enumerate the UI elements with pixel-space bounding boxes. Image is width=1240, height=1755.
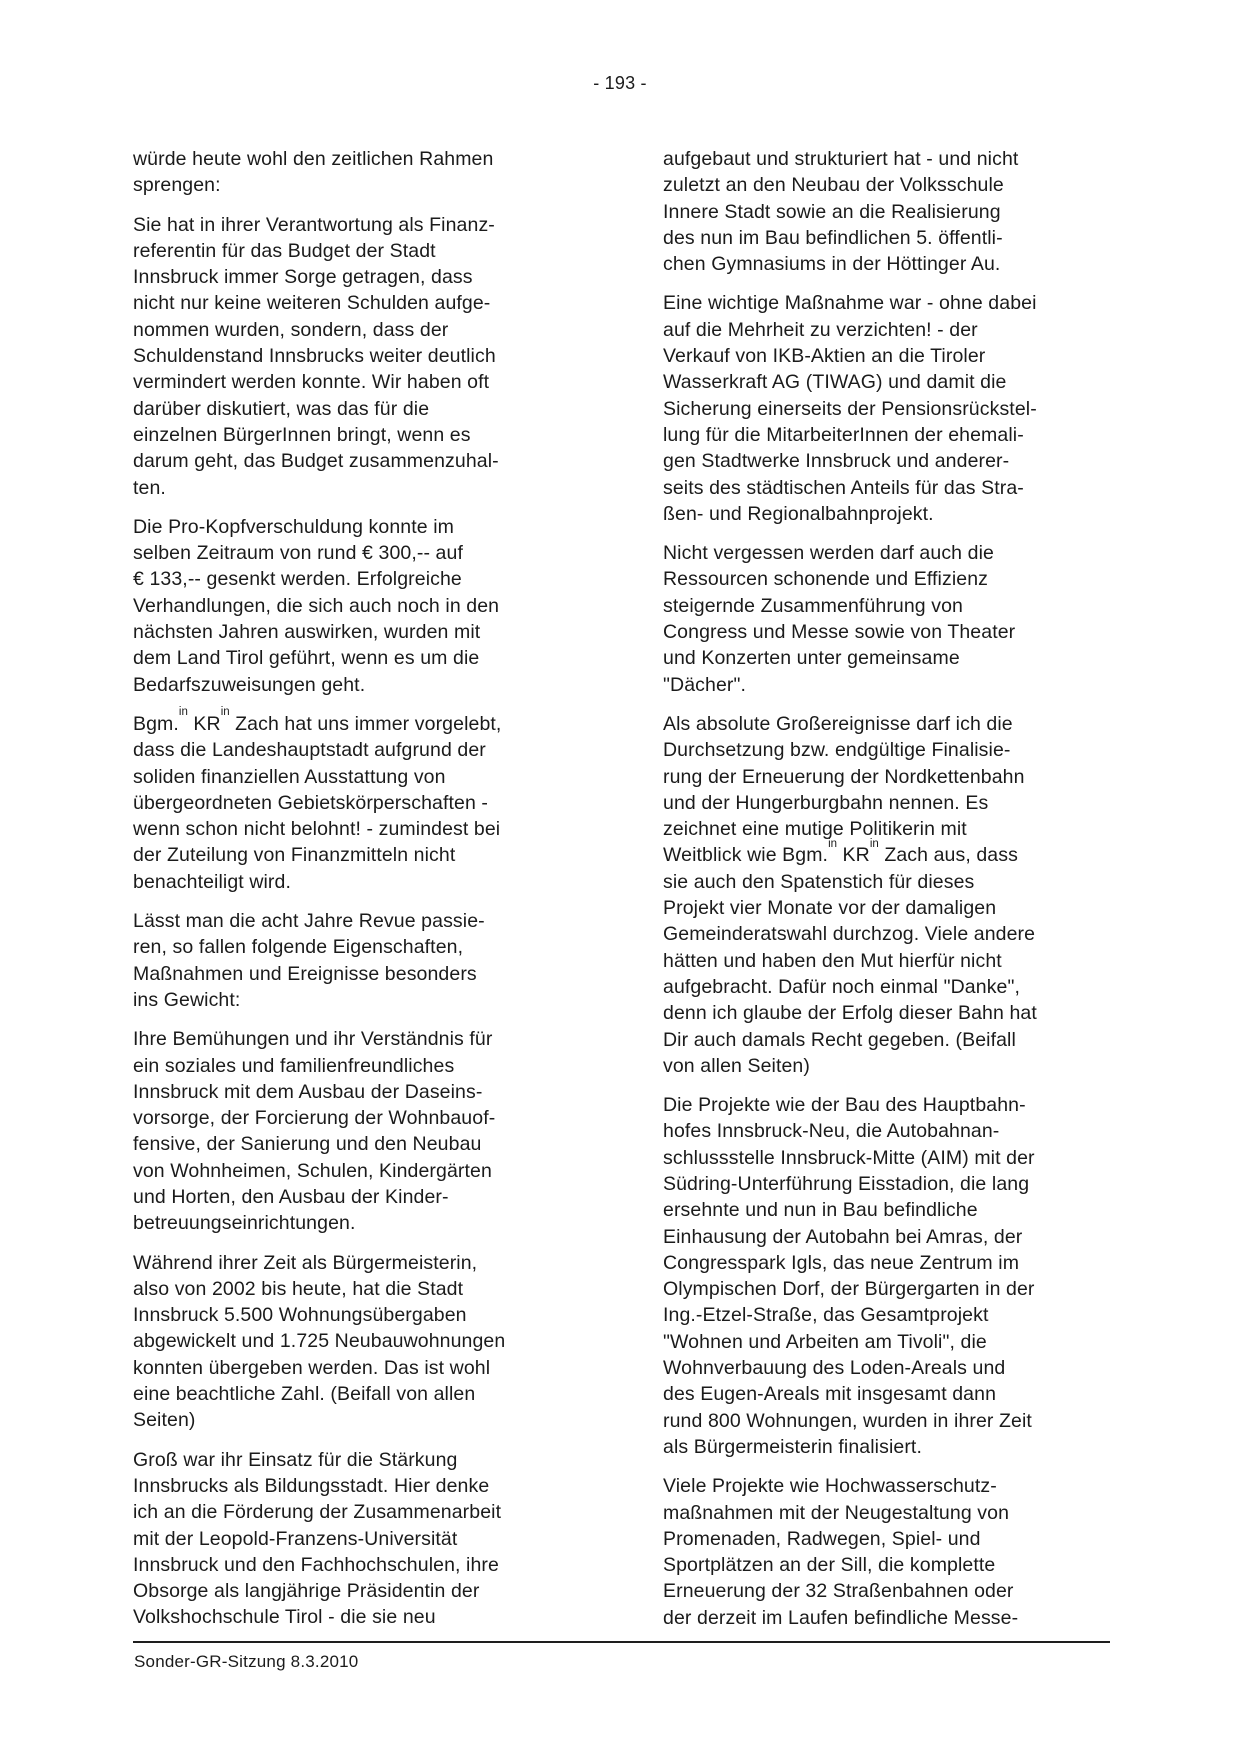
column-gap bbox=[583, 146, 663, 1631]
footer-text: Sonder-GR-Sitzung 8.3.2010 bbox=[134, 1652, 359, 1671]
left-column bbox=[133, 146, 583, 1631]
paragraph: Eine wichtige Maßnahme war - ohne dabei auf die Mehrheit zu verzichten! - der Verkauf von IKB-Aktien an die Tiroler Wasserkraft AG (TIWAG) und damit die Sicherung einerseits der Pensionsrückstel- lung für die MitarbeiterInnen der ehemali- gen Stadtwerke Innsbruck und anderer- seits des städtischen Anteils für das Stra- ßen- und Regionalbahnprojekt. bbox=[663, 292, 1037, 525]
footer-divider bbox=[133, 1641, 1110, 1643]
paragraph: Bgm.$^{in}$ $KR^{in}$ Zach hat uns immer vorgelebt, dass die Landeshauptstadt aufgrund der soliden finanziellen Ausstattung von übergeordneten Gebietskörperschaften - wenn schon nicht belohnt! - zumindest bei der Zuteilung von Finanzmitteln nicht benachteiligt wird. bbox=[133, 706, 502, 893]
paragraph: Viele Projekte wie Hochwasserschutz- maßnahmen mit der Neugestaltung von Promenaden, Radwegen, Spiel- und Sportplätzen an der Sill, die komplette Erneuerung der 32 Straßenbahnen oder der derzeit im Laufen befindliche Messe- bbox=[663, 1475, 1019, 1629]
paragraph: Die Pro-Kopfverschuldung konnte im selben Zeitraum von rund € 300,-- auf € 133,-- gesenkt werden. Erfolgreiche Verhandlungen, die sich auch noch in den nächsten Jahren auswirken, wurden mit dem Land Tirol geführt, wenn es um die Bedarfszuweisungen geht. bbox=[133, 515, 500, 696]
paragraph: würde heute wohl den zeitlichen Rahmen sprengen: bbox=[133, 148, 494, 197]
superscript: in bbox=[828, 837, 838, 850]
paragraph: Während ihrer Zeit als Bürgermeisterin, also von 2002 bis heute, hat die Stadt Innsbruck 5.500 Wohnungsübergaben abgewickelt und 1.725 Neubauwohnungen konnten übergeben werden. Das ist wohl eine beachtliche Zahl. (Beifall von allen Seiten) bbox=[133, 1251, 506, 1432]
paragraph: Ihre Bemühungen und ihr Verständnis für ein soziales und familienfreundliches Innsbruck mit dem Ausbau der Daseins- vorsorge, der Forcierung der Wohnbauof- fensive, der Sanierung und den Neubau von Wohnheimen, Schulen, Kindergärten und Horten, den Ausbau der Kinder- betreuungseinrichtungen. bbox=[133, 1028, 496, 1235]
page-number: - 193 - bbox=[593, 73, 647, 93]
paragraph: Als absolute Großereignisse darf ich die Durchsetzung bzw. endgültige Finalisie- rung der Erneuerung der Nordkettenbahn und der Hungerburgbahn nennen. Es zeichnet eine mutige Politikerin mit Weitblick wie Bgm.$^{in}$ $KR^{in}$ Zach aus, dass sie auch den Spatenstich für dieses Projekt vier Monate vor der damaligen Gemeinderatswahl durchzog. Viele andere hätten und haben den Mut hierfür nicht aufgebracht. Dafür noch einmal "Danke", denn ich glaube der Erfolg dieser Bahn hat Dir auch damals Recht gegeben. (Beifall von allen Seiten) bbox=[663, 712, 1037, 1077]
paragraph: aufgebaut und strukturiert hat - und nicht zuletzt an den Neubau der Volksschule Innere Stadt sowie an die Realisierung des nun im Bau befindlichen 5. öffentli- chen Gymnasiums in der Höttinger Au. bbox=[663, 148, 1019, 276]
paragraph: Die Projekte wie der Bau des Hauptbahn- hofes Innsbruck-Neu, die Autobahnan- schlussstelle Innsbruck-Mitte (AIM) mit der Südring-Unterführung Eisstadion, die lang ersehnte und nun in Bau befindliche Einhausung der Autobahn bei Amras, der Congresspark Igls, das neue Zentrum im Olympischen Dorf, der Bürgergarten in der Ing.-Etzel-Straße, das Gesamtprojekt "Wohnen und Arbeiten am Tivoli", die Wohnverbauung des Loden-Areals und des Eugen-Areals mit insgesamt dann rund 800 Wohnungen, wurden in ihrer Zeit als Bürgermeisterin finalisiert. bbox=[663, 1094, 1035, 1458]
paragraph: Sie hat in ihrer Verantwortung als Finanz- referentin für das Budget der Stadt Innsbruck immer Sorge getragen, dass nicht nur keine weiteren Schulden aufge- nommen wurden, sondern, dass der Schuldenstand Innsbrucks weiter deutlich vermindert werden konnte. Wir haben oft darüber diskutiert, was das für die einzelnen BürgerInnen bringt, wenn es darum geht, das Budget zusammenzuhal- ten. bbox=[133, 213, 499, 499]
superscript: in bbox=[220, 706, 230, 719]
right-column bbox=[663, 146, 1113, 1631]
superscript: in bbox=[178, 706, 188, 719]
superscript: in bbox=[869, 837, 879, 850]
page-body bbox=[133, 146, 1113, 1631]
paragraph: Groß war ihr Einsatz für die Stärkung Innsbrucks als Bildungsstadt. Hier denke ich an die Förderung der Zusammenarbeit mit der Leopold-Franzens-Universität Innsbruck und den Fachhochschulen, ihre Obsorge als langjährige Präsidentin der Volkshochschule Tirol - die sie neu bbox=[133, 1448, 502, 1629]
paragraph: Nicht vergessen werden darf auch die Ressourcen schonende und Effizienz steigernde Zusammenführung von Congress und Messe sowie von Theater und Konzerten unter gemeinsame "Dächer". bbox=[663, 542, 1016, 696]
paragraph: Lässt man die acht Jahre Revue passie- ren, so fallen folgende Eigenschaften, Maßnahmen und Ereignisse besonders ins Gewicht: bbox=[133, 910, 485, 1011]
